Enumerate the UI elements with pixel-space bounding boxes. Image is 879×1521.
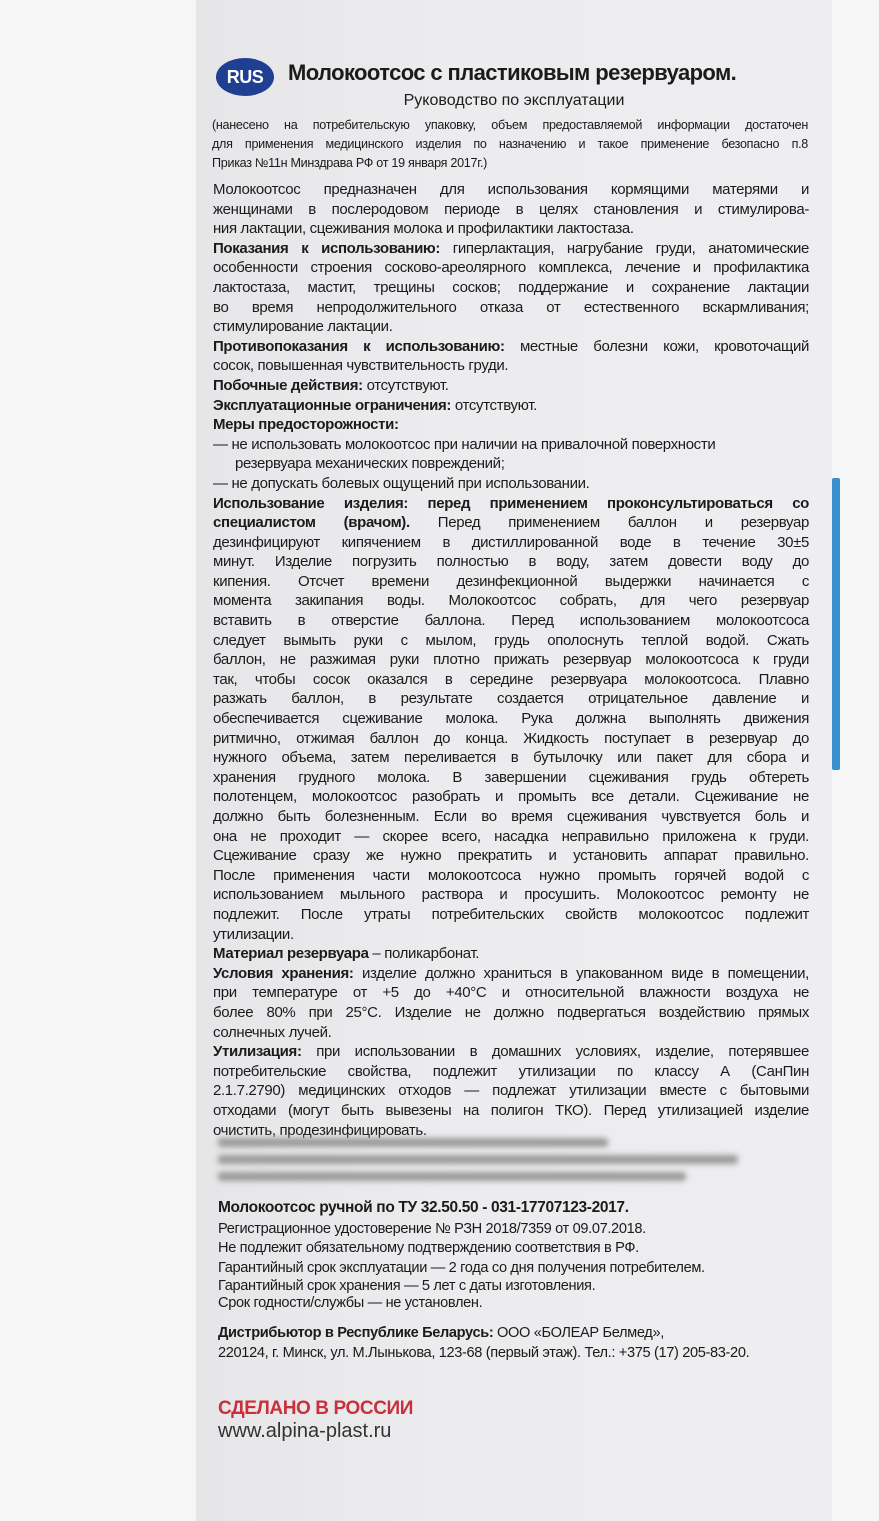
line-text: момента закипания воды. Молокоотсос собрать, для чего резервуар (213, 592, 809, 610)
line-text: баллон, не разжимая руки плотно прижать резервуар молокоотсоса к груди (213, 651, 809, 669)
line-text: обеспечивается сцеживание молока. Рука должна выполнять движения (213, 710, 809, 728)
line-text: дезинфицируют кипячением в дистиллированной воде в течение 30±5 (213, 533, 809, 551)
text-line (213, 1023, 809, 1043)
website-link[interactable]: www.alpina-plast.ru (218, 1420, 392, 1442)
line-text: женщинами в послеродовом периоде в целях становления и стимулирова- (213, 200, 809, 218)
line-text: при использовании в домашних условиях, изделие, потерявшее (301, 1043, 809, 1061)
text-line (213, 611, 809, 631)
line-text: отходами (могут быть вывезены на полигон ТКО). Перед утилизацией изделие (213, 1101, 809, 1119)
section-label: Противопоказания к использованию: (213, 337, 505, 355)
language-badge: RUS (216, 58, 274, 96)
text-line (213, 180, 809, 200)
line-text: более 80% при 25°C. Изделие не должно подвергаться воздействию прямых (213, 1003, 809, 1021)
line-text: нужного объема, затем переливается в бутылочку или пакет для сбора и (213, 749, 809, 767)
line-text: особенности строения сосково-ареолярного комплекса, лечение и профилактика (213, 259, 809, 277)
text-line (213, 415, 809, 435)
line-text: должно быть болезненным. Если во время сцеживания чувствуется боль и (213, 808, 809, 825)
section-label: Материал резервуара (213, 945, 369, 963)
distributor-address: 220124, г. Минск, ул. М.Лынькова, 123-68 (первый этаж). Тел.: +375 (17) 205-83-20. (218, 1344, 750, 1361)
text-line (213, 258, 809, 278)
made-in-russia: СДЕЛАНО В РОССИИ (218, 1398, 414, 1419)
footer-line: Гарантийный срок хранения — 5 лет с даты изготовления. (218, 1278, 596, 1294)
line-text: местные болезни кожи, кровоточащий (504, 337, 809, 355)
line-text: резервуара механических повреждений; (235, 455, 505, 473)
text-line (213, 846, 809, 866)
line-text: вставить в отверстие баллона. Перед использованием молокоотсоса (213, 612, 809, 630)
distributor-name: ООО «БОЛЕАР Белмед», (493, 1325, 664, 1341)
text-line (213, 1003, 809, 1023)
text-line (213, 925, 809, 945)
text-line (213, 474, 809, 494)
line-text: следует вымыть руки с мылом, грудь ополоснуть теплой водой. Сжать (213, 631, 809, 649)
text-line (213, 1081, 809, 1101)
regulatory-note (212, 116, 808, 173)
text-line (213, 827, 809, 847)
line-text: кипения. Отсчет времени дезинфекционной выдержки начинается с (213, 572, 809, 590)
text-line (213, 356, 809, 376)
text-line (213, 1101, 809, 1121)
text-line (213, 337, 809, 357)
text-line (213, 885, 809, 905)
text-line (213, 768, 809, 788)
section-label: Эксплуатационные ограничения: (213, 396, 452, 414)
text-line (213, 376, 809, 396)
footer-line: Гарантийный срок эксплуатации — 2 года со дня получения потребителем. (218, 1259, 705, 1276)
line-text: После применения части молокоотсоса нужно промыть горячей водой с (213, 866, 809, 884)
text-line (213, 983, 809, 1003)
text-line (213, 552, 809, 572)
line-text: утилизации. (213, 925, 294, 943)
line-text: отсутствуют. (451, 396, 537, 414)
line-text: разжать баллон, в результате создается отрицательное давление и (213, 690, 809, 708)
line-text: 2.1.7.2790) медицинских отходов — подлежат утилизации вместе с бытовыми (213, 1082, 809, 1100)
section-label: Показания к использованию: (213, 239, 441, 257)
instructions-body (213, 180, 809, 1140)
line-text: так, чтобы сосок оказался в середине резервуара молокоотсоса. Плавно (213, 670, 809, 688)
footer-line: Регистрационное удостоверение № РЗН 2018/7359 от 09.07.2018. (218, 1220, 646, 1237)
text-line (213, 689, 809, 709)
text-line (213, 219, 809, 239)
line-text: лактостаза, мастит, трещины сосков; поддержание и сохранение лактации (213, 278, 809, 296)
text-line (213, 905, 809, 925)
note-line: (нанесено на потребительскую упаковку, объем предоставляемой информации достаточен (212, 118, 808, 132)
section-label: Условия хранения: (213, 964, 354, 982)
line-text: подлежит. После утраты потребительских свойств молокоотсос подлежит (213, 905, 809, 923)
blurred-manufacturer-info (218, 1130, 738, 1200)
line-text: использованием мыльного раствора и просушить. Молокоотсос ремонту не (213, 886, 809, 904)
text-line (213, 298, 809, 318)
product-title: Молокоотсос с пластиковым резервуаром. (288, 60, 737, 85)
line-text: солнечных лучей. (213, 1023, 332, 1041)
line-text: Молокоотсос предназначен для использования кормящими матерями и (213, 181, 809, 198)
line-text: полотенцем, молокоотсос разобрать и промыть все детали. Сцеживание не (213, 788, 809, 806)
text-line (213, 435, 809, 455)
line-text: отсутствуют. (362, 376, 449, 394)
text-line (213, 787, 809, 807)
section-label: Побочные действия: (213, 376, 363, 394)
line-text: она не проходит — скорее всего, насадка неправильно приложена к груди. (213, 827, 809, 845)
text-line (213, 513, 809, 533)
line-text: Сцеживание сразу же нужно прекратить и установить аппарат правильно. (213, 847, 809, 865)
line-text: потребительские свойства, подлежит утилизации по классу А (СанПин (213, 1062, 809, 1080)
text-line (213, 239, 809, 259)
spec-line: Молокоотсос ручной по ТУ 32.50.50 - 031-17707123-2017. (218, 1199, 629, 1216)
line-text: — не допускать болевых ощущений при использовании. (213, 474, 590, 492)
text-line (213, 944, 809, 964)
text-line (213, 1042, 809, 1062)
text-line (213, 591, 809, 611)
section-label: Меры предосторожности: (213, 416, 399, 434)
line-text: гиперлактация, нагрубание груди, анатомические (440, 239, 809, 257)
section-label: Утилизация: (213, 1043, 302, 1061)
text-line (213, 748, 809, 768)
text-line (213, 1062, 809, 1082)
line-text: ритмично, отжимая баллон до конца. Жидкость поступает в резервуар до (213, 729, 809, 747)
text-line (213, 572, 809, 592)
text-line (213, 964, 809, 984)
line-text: во время непродолжительного отказа от естественного вскармливания; (213, 298, 809, 316)
footer-line: Не подлежит обязательному подтверждению соответствия в РФ. (218, 1240, 639, 1256)
line-text: Перед применением баллон и резервуар (409, 514, 809, 532)
note-line: для применения медицинского изделия по назначению и такое применение безопасно п.8 (212, 137, 808, 151)
text-line (213, 631, 809, 651)
footer-info (218, 1198, 818, 1363)
text-line (213, 278, 809, 298)
line-text: стимулирование лактации. (213, 318, 393, 336)
text-line (213, 454, 809, 474)
line-text: изделие должно храниться в упакованном виде в помещении, (353, 964, 809, 982)
line-text: минут. Изделие погрузить полностью в воду, затем довести воду до (213, 553, 809, 571)
text-line (213, 866, 809, 886)
line-text: — не использовать молокоотсос при наличии на привалочной поверхности (213, 435, 716, 453)
note-line: Приказ №11н Минздрава РФ от 19 января 2017г.) (212, 156, 488, 170)
text-line (213, 729, 809, 749)
text-line (213, 533, 809, 553)
line-text: при температуре от +5 до +40°C и относительной влажности воздуха не (213, 984, 809, 1002)
text-line (213, 317, 809, 337)
line-text: очистить, продезинфицировать. (213, 1121, 427, 1139)
section-label: Использование изделия: перед применением проконсультироваться со (213, 494, 809, 512)
text-line (213, 494, 809, 514)
text-line (213, 650, 809, 670)
blue-side-stripe (832, 478, 840, 770)
line-text: сосок, повышенная чувствительность груди. (213, 357, 509, 375)
text-line (213, 200, 809, 220)
distributor-label: Дистрибьютор в Республике Беларусь: (218, 1325, 494, 1341)
text-line (213, 807, 809, 827)
text-line (213, 670, 809, 690)
footer-line: Срок годности/службы — не установлен. (218, 1295, 483, 1311)
line-text: хранения грудного молока. В завершении сцеживания грудь обтереть (213, 768, 809, 786)
line-text: – поликарбонат. (368, 945, 480, 963)
line-text: ния лактации, сцеживания молока и профилактики лактостаза. (213, 220, 634, 238)
text-line (213, 396, 809, 416)
section-label: специалистом (врачом). (213, 514, 410, 532)
manual-subtitle: Руководство по эксплуатации (403, 92, 625, 109)
text-line (213, 709, 809, 729)
